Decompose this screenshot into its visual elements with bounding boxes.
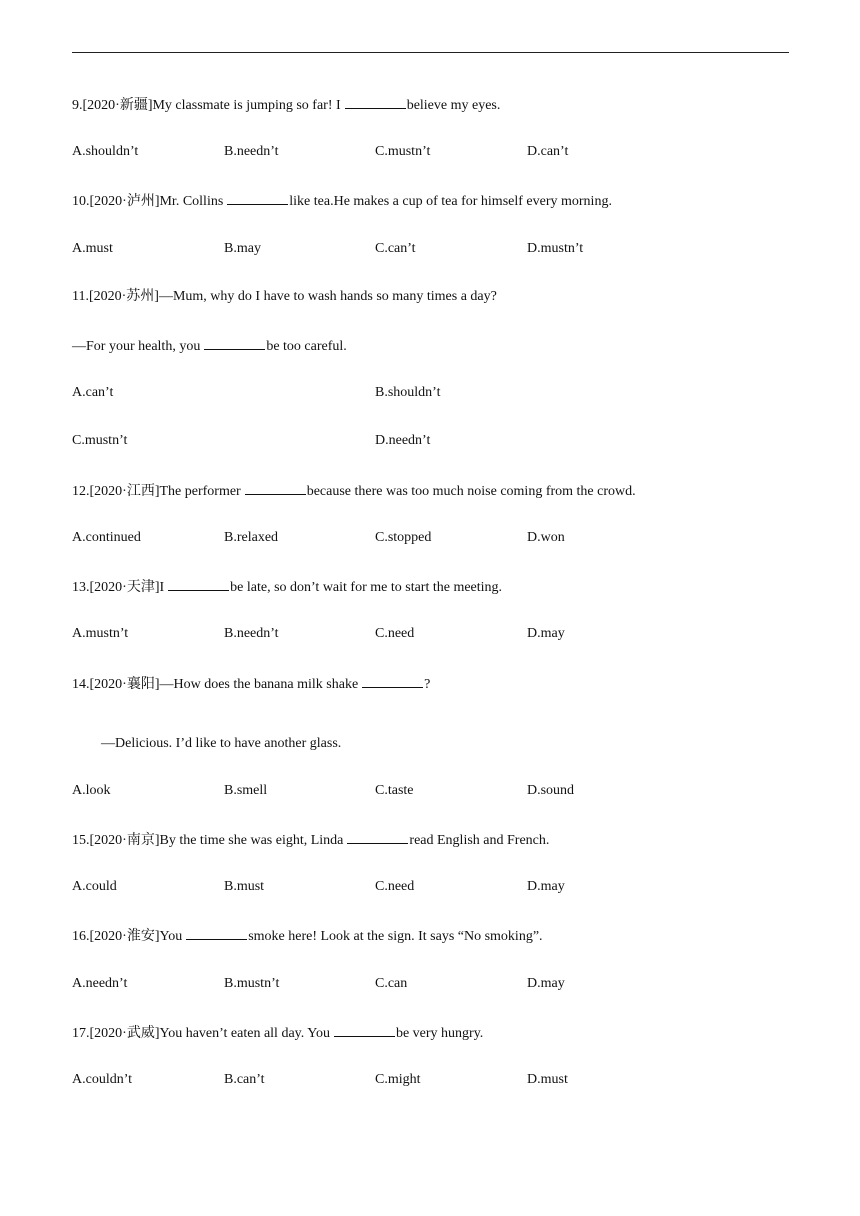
question-11-response (72, 336, 347, 356)
option-d: D.can’t (527, 144, 569, 159)
question-stem-end: be very hungry. (395, 1026, 484, 1041)
question-stem: 17.[2020·武威]You haven’t eaten all day. You (72, 1026, 330, 1041)
question-stem: 14.[2020·襄阳]—How does the banana milk shake (72, 677, 359, 692)
question-stem-end: smoke here! Look at the sign. It says “No smoking”. (248, 929, 543, 944)
option-a: A.shouldn’t (72, 144, 139, 159)
answer-blank (334, 1023, 395, 1037)
option-a: A.couldn’t (72, 1072, 133, 1087)
option-c: C.can (375, 976, 408, 991)
question-stem-end: like tea.He makes a cup of tea for himself every morning. (289, 194, 612, 209)
option-a: A.needn’t (72, 976, 128, 991)
option-d: D.won (527, 530, 565, 545)
question-stem: 11.[2020·苏州]—Mum, why do I have to wash hands so many times a day? (72, 289, 497, 304)
answer-blank (345, 95, 406, 109)
question-stem: 15.[2020·南京]By the time she was eight, Linda (72, 833, 344, 848)
question-stem-end: because there was too much noise coming from the crowd. (306, 484, 636, 499)
answer-blank (347, 830, 408, 844)
question-16 (72, 926, 543, 946)
option-b: B.shouldn’t (375, 385, 441, 400)
option-b: B.smell (224, 783, 268, 798)
option-d: D.may (527, 879, 565, 894)
question-stem: 10.[2020·泸州]Mr. Collins (72, 194, 224, 209)
question-14 (72, 674, 430, 694)
option-b: B.needn’t (224, 144, 279, 159)
option-d: D.may (527, 626, 565, 641)
question-12 (72, 481, 636, 501)
option-d: D.must (527, 1072, 568, 1087)
response-text: —Delicious. I’d like to have another glass. (101, 736, 342, 751)
option-a: A.can’t (72, 385, 114, 400)
answer-blank (204, 336, 265, 350)
question-stem: 16.[2020·淮安]You (72, 929, 183, 944)
option-a: A.mustn’t (72, 626, 129, 641)
option-c: C.mustn’t (375, 144, 431, 159)
question-stem: —For your health, you (72, 339, 201, 354)
answer-blank (186, 926, 247, 940)
option-a: A.look (72, 783, 111, 798)
option-a: A.could (72, 879, 117, 894)
option-c: C.need (375, 626, 415, 641)
question-10 (72, 191, 612, 211)
option-c: C.stopped (375, 530, 432, 545)
answer-blank (168, 577, 229, 591)
option-c: C.can’t (375, 241, 416, 256)
answer-blank (245, 481, 306, 495)
question-stem-end: be too careful. (266, 339, 347, 354)
question-stem: 13.[2020·天津]I (72, 580, 165, 595)
option-a: A.must (72, 241, 113, 256)
option-d: D.may (527, 976, 565, 991)
option-c: C.mustn’t (72, 433, 128, 448)
option-b: B.relaxed (224, 530, 279, 545)
question-stem-end: read English and French. (409, 833, 550, 848)
question-stem: 9.[2020·新疆]My classmate is jumping so far! I (72, 98, 341, 113)
option-a: A.continued (72, 530, 141, 545)
question-17 (72, 1023, 483, 1043)
option-c: C.need (375, 879, 415, 894)
option-b: B.needn’t (224, 626, 279, 641)
question-stem-end: ? (424, 677, 431, 692)
question-stem-end: be late, so don’t wait for me to start the meeting. (230, 580, 503, 595)
question-13 (72, 577, 502, 597)
question-15 (72, 830, 549, 850)
answer-blank (227, 191, 288, 205)
question-stem-end: believe my eyes. (406, 98, 501, 113)
question-14-response (101, 735, 341, 753)
option-b: B.can’t (224, 1072, 265, 1087)
question-stem: 12.[2020·江西]The performer (72, 484, 241, 499)
option-b: B.mustn’t (224, 976, 280, 991)
header-rule (72, 52, 789, 53)
option-b: B.must (224, 879, 265, 894)
option-b: B.may (224, 241, 261, 256)
option-d: D.needn’t (375, 433, 431, 448)
answer-blank (362, 674, 423, 688)
option-c: C.taste (375, 783, 414, 798)
option-c: C.might (375, 1072, 421, 1087)
question-11 (72, 288, 497, 306)
option-d: D.sound (527, 783, 575, 798)
option-d: D.mustn’t (527, 241, 584, 256)
question-9 (72, 95, 500, 115)
